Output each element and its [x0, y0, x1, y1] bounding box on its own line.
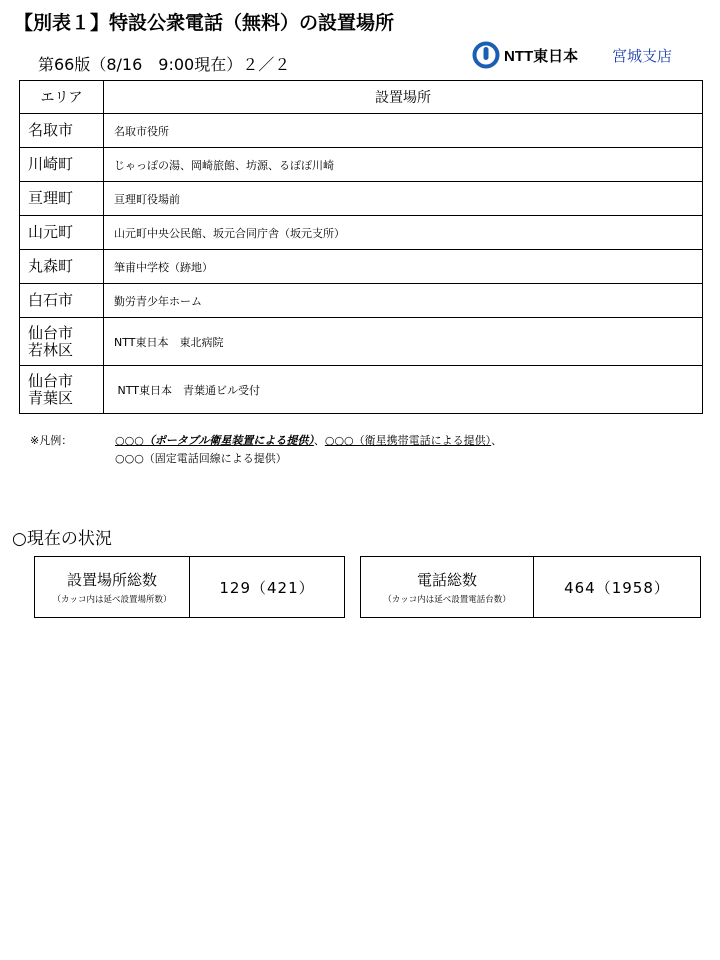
legend-label: ※凡例：	[30, 434, 73, 447]
branch-name: 宮城支店	[612, 47, 673, 65]
area-cell: 名取市	[20, 114, 104, 148]
area-cell: 川崎町	[20, 148, 104, 182]
area-cell: 亘理町	[20, 182, 104, 216]
area-cell: 仙台市 若林区	[20, 318, 104, 366]
place-cell: 名取市役所	[104, 114, 703, 148]
page-title: 【別表１】特設公衆電話（無料）の設置場所	[14, 12, 395, 34]
legend-satellite-phone: ○○○（衛星携帯電話による提供）	[324, 434, 492, 447]
location-count-box	[34, 556, 345, 618]
legend	[30, 432, 502, 468]
phone-count-title: 電話総数	[416, 571, 477, 589]
location-table	[19, 80, 703, 414]
table-row	[20, 216, 703, 250]
place-cell: NTT東日本 青葉通ビル受付	[104, 366, 703, 414]
table-row	[20, 148, 703, 182]
table-header-row	[20, 81, 703, 114]
table-row	[20, 284, 703, 318]
place-cell: NTT東日本 東北病院	[104, 318, 703, 366]
legend-fixed-line: ○○○（固定電話回線による提供）	[115, 452, 287, 465]
place-cell: 亘理町役場前	[104, 182, 703, 216]
place-cell: 筆甫中学校（跡地）	[104, 250, 703, 284]
area-cell: 白石市	[20, 284, 104, 318]
legend-portable-satellite: ○○○（ポータブル衛星装置による提供）	[115, 434, 314, 447]
phone-count-box	[360, 556, 701, 618]
table-row	[20, 114, 703, 148]
table-row	[20, 318, 703, 366]
logo-text: NTT東日本	[504, 47, 579, 65]
phone-count-label	[361, 557, 534, 617]
edition-info: 第66版（8/16 9:00現在）２／２	[38, 55, 291, 74]
place-cell: 勤労青少年ホーム	[104, 284, 703, 318]
column-header-area: エリア	[20, 81, 104, 114]
place-cell: じゃっぽの湯、岡崎旅館、坊源、るぽぽ川崎	[104, 148, 703, 182]
area-cell: 丸森町	[20, 250, 104, 284]
ntt-logo-icon	[472, 41, 500, 69]
location-count-note: （カッコ内は延べ設置場所数）	[52, 595, 172, 605]
phone-count-note: （カッコ内は延べ設置電話台数）	[383, 595, 511, 605]
phone-count-value: 464（1958）	[564, 578, 670, 597]
location-count-title: 設置場所総数	[66, 571, 157, 589]
legend-line-1	[30, 432, 502, 450]
table-row	[20, 366, 703, 414]
legend-separator: 、	[491, 434, 503, 447]
table-row	[20, 182, 703, 216]
location-count-value: 129（421）	[219, 578, 315, 597]
location-count-label	[35, 557, 190, 617]
area-cell: 仙台市 青葉区	[20, 366, 104, 414]
column-header-place: 設置場所	[104, 81, 703, 114]
legend-separator: 、	[313, 434, 325, 447]
place-cell: 山元町中央公民館、坂元合同庁舎（坂元支所）	[104, 216, 703, 250]
ntt-logo	[472, 41, 578, 69]
area-cell: 山元町	[20, 216, 104, 250]
status-title: ○現在の状況	[12, 529, 112, 549]
table-row	[20, 250, 703, 284]
